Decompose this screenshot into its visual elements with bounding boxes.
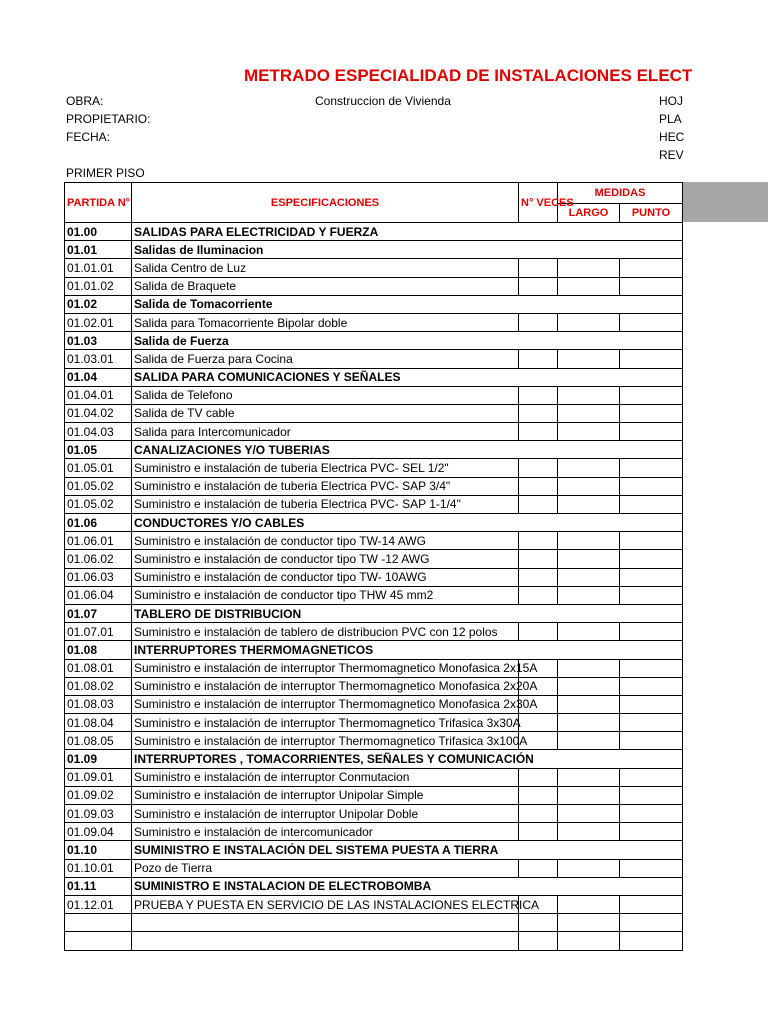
partida-cell: 01.06 bbox=[65, 514, 132, 532]
partida-cell: 01.00 bbox=[65, 223, 132, 241]
table-row bbox=[65, 914, 683, 932]
n-veces-cell[interactable] bbox=[519, 277, 558, 295]
largo-cell[interactable] bbox=[558, 659, 620, 677]
especificacion-cell: Suministro e instalación de conductor tipo TW -12 AWG bbox=[132, 550, 519, 568]
punto-cell[interactable] bbox=[620, 586, 683, 604]
especificacion-cell: Salida para Intercomunicador bbox=[132, 423, 519, 441]
partida-cell: 01.02.01 bbox=[65, 313, 132, 331]
table-row bbox=[65, 805, 683, 823]
largo-cell[interactable] bbox=[558, 823, 620, 841]
n-veces-cell[interactable] bbox=[519, 623, 558, 641]
especificacion-cell: PRUEBA Y PUESTA EN SERVICIO DE LAS INSTALACIONES ELECTRICA bbox=[132, 895, 519, 913]
punto-cell[interactable] bbox=[620, 805, 683, 823]
largo-cell[interactable] bbox=[558, 786, 620, 804]
especificacion-cell: Salida de TV cable bbox=[132, 404, 519, 422]
partida-cell: 01.03 bbox=[65, 332, 132, 350]
partida-cell: 01.05.02 bbox=[65, 477, 132, 495]
table-row bbox=[65, 495, 683, 513]
partida-cell: 01.06.01 bbox=[65, 532, 132, 550]
largo-cell[interactable] bbox=[558, 732, 620, 750]
punto-cell[interactable] bbox=[620, 568, 683, 586]
table-row bbox=[65, 768, 683, 786]
especificacion-cell: SALIDAS PARA ELECTRICIDAD Y FUERZA bbox=[132, 223, 683, 241]
partida-cell bbox=[65, 914, 132, 932]
table-row bbox=[65, 441, 683, 459]
especificacion-cell: Salida de Telefono bbox=[132, 386, 519, 404]
partida-cell: 01.01.02 bbox=[65, 277, 132, 295]
especificacion-cell: Suministro e instalación de tuberia Electrica PVC- SAP 1-1/4" bbox=[132, 495, 519, 513]
partida-cell: 01.01 bbox=[65, 241, 132, 259]
partida-cell: 01.05.02 bbox=[65, 495, 132, 513]
especificacion-cell: CANALIZACIONES Y/O TUBERIAS bbox=[132, 441, 683, 459]
table-row bbox=[65, 586, 683, 604]
largo-cell[interactable] bbox=[558, 350, 620, 368]
table-row bbox=[65, 859, 683, 877]
punto-cell[interactable] bbox=[620, 495, 683, 513]
hoja-label: HOJ bbox=[659, 94, 683, 108]
n-veces-cell[interactable] bbox=[519, 532, 558, 550]
n-veces-cell[interactable] bbox=[519, 495, 558, 513]
table-row bbox=[65, 604, 683, 622]
especificacion-cell: Salida de Braquete bbox=[132, 277, 519, 295]
propietario-label: PROPIETARIO: bbox=[66, 112, 151, 126]
partida-cell: 01.08.03 bbox=[65, 695, 132, 713]
n-veces-cell[interactable] bbox=[519, 568, 558, 586]
partida-cell: 01.10.01 bbox=[65, 859, 132, 877]
table-row bbox=[65, 459, 683, 477]
table-row bbox=[65, 550, 683, 568]
punto-cell[interactable] bbox=[620, 895, 683, 913]
table-row bbox=[65, 750, 683, 768]
largo-cell[interactable] bbox=[558, 677, 620, 695]
largo-cell[interactable] bbox=[558, 859, 620, 877]
n-veces-cell[interactable] bbox=[519, 404, 558, 422]
especificacion-cell: Suministro e instalación de tuberia Electrica PVC- SEL 1/2" bbox=[132, 459, 519, 477]
n-veces-cell[interactable] bbox=[519, 768, 558, 786]
metrado-table bbox=[64, 182, 683, 951]
punto-cell[interactable] bbox=[620, 695, 683, 713]
especificacion-cell: Suministro e instalación de interruptor Thermomagnetico Trifasica 3x30A bbox=[132, 714, 519, 732]
table-row bbox=[65, 477, 683, 495]
table-row bbox=[65, 786, 683, 804]
punto-cell[interactable] bbox=[620, 659, 683, 677]
table-row bbox=[65, 641, 683, 659]
punto-cell[interactable] bbox=[620, 914, 683, 932]
largo-cell[interactable] bbox=[558, 695, 620, 713]
n-veces-cell[interactable] bbox=[519, 550, 558, 568]
especificacion-cell bbox=[132, 914, 519, 932]
largo-cell[interactable] bbox=[558, 932, 620, 950]
n-veces-cell[interactable] bbox=[519, 423, 558, 441]
largo-cell[interactable] bbox=[558, 914, 620, 932]
table-row bbox=[65, 295, 683, 313]
especificacion-cell: Suministro e instalación de interruptor Conmutacion bbox=[132, 768, 519, 786]
punto-cell[interactable] bbox=[620, 550, 683, 568]
n-veces-cell[interactable] bbox=[519, 313, 558, 331]
especificacion-cell: Salida de Tomacorriente bbox=[132, 295, 683, 313]
section-label: PRIMER PISO bbox=[66, 166, 145, 180]
punto-cell[interactable] bbox=[620, 677, 683, 695]
header-gray-fill bbox=[682, 182, 768, 222]
n-veces-cell[interactable] bbox=[519, 259, 558, 277]
header-partida: PARTIDA N° bbox=[65, 183, 132, 223]
largo-cell[interactable] bbox=[558, 259, 620, 277]
fecha-label: FECHA: bbox=[66, 130, 111, 144]
punto-cell[interactable] bbox=[620, 459, 683, 477]
especificacion-cell: INTERRUPTORES THERMOMAGNETICOS bbox=[132, 641, 683, 659]
partida-cell: 01.09.03 bbox=[65, 805, 132, 823]
largo-cell[interactable] bbox=[558, 313, 620, 331]
n-veces-cell[interactable] bbox=[519, 786, 558, 804]
largo-cell[interactable] bbox=[558, 805, 620, 823]
especificacion-cell: Salida de Fuerza bbox=[132, 332, 683, 350]
partida-cell: 01.08 bbox=[65, 641, 132, 659]
largo-cell[interactable] bbox=[558, 623, 620, 641]
header-especificaciones: ESPECIFICACIONES bbox=[132, 183, 519, 223]
largo-cell[interactable] bbox=[558, 459, 620, 477]
largo-cell[interactable] bbox=[558, 568, 620, 586]
largo-cell[interactable] bbox=[558, 586, 620, 604]
punto-cell[interactable] bbox=[620, 350, 683, 368]
revisado-label: REV bbox=[659, 148, 684, 162]
punto-cell[interactable] bbox=[620, 623, 683, 641]
punto-cell[interactable] bbox=[620, 313, 683, 331]
especificacion-cell: TABLERO DE DISTRIBUCION bbox=[132, 604, 683, 622]
partida-cell: 01.04.01 bbox=[65, 386, 132, 404]
partida-cell: 01.07.01 bbox=[65, 623, 132, 641]
plano-label: PLA bbox=[659, 112, 682, 126]
table-row bbox=[65, 277, 683, 295]
punto-cell[interactable] bbox=[620, 859, 683, 877]
especificacion-cell: Suministro e instalación de intercomunicador bbox=[132, 823, 519, 841]
table-row bbox=[65, 659, 683, 677]
largo-cell[interactable] bbox=[558, 277, 620, 295]
partida-cell: 01.06.03 bbox=[65, 568, 132, 586]
partida-cell: 01.02 bbox=[65, 295, 132, 313]
especificacion-cell: INTERRUPTORES , TOMACORRIENTES, SEÑALES Y COMUNICACIÓN bbox=[132, 750, 683, 768]
n-veces-cell[interactable] bbox=[519, 350, 558, 368]
punto-cell[interactable] bbox=[620, 259, 683, 277]
table-row bbox=[65, 241, 683, 259]
especificacion-cell: Salida para Tomacorriente Bipolar doble bbox=[132, 313, 519, 331]
especificacion-cell: Suministro e instalación de tuberia Electrica PVC- SAP 3/4" bbox=[132, 477, 519, 495]
header-n-veces: N° VECES bbox=[519, 183, 558, 223]
partida-cell: 01.12.01 bbox=[65, 895, 132, 913]
n-veces-cell[interactable] bbox=[519, 805, 558, 823]
partida-cell: 01.06.04 bbox=[65, 586, 132, 604]
n-veces-cell[interactable] bbox=[519, 914, 558, 932]
especificacion-cell bbox=[132, 932, 519, 950]
n-veces-cell[interactable] bbox=[519, 386, 558, 404]
largo-cell[interactable] bbox=[558, 495, 620, 513]
table-row bbox=[65, 714, 683, 732]
table-row bbox=[65, 623, 683, 641]
largo-cell[interactable] bbox=[558, 532, 620, 550]
especificacion-cell: SUMINISTRO E INSTALACION DE ELECTROBOMBA bbox=[132, 877, 683, 895]
table-row bbox=[65, 695, 683, 713]
especificacion-cell: Salida de Fuerza para Cocina bbox=[132, 350, 519, 368]
partida-cell: 01.04.03 bbox=[65, 423, 132, 441]
punto-cell[interactable] bbox=[620, 714, 683, 732]
table-row bbox=[65, 386, 683, 404]
largo-cell[interactable] bbox=[558, 768, 620, 786]
n-veces-cell[interactable] bbox=[519, 932, 558, 950]
largo-cell[interactable] bbox=[558, 423, 620, 441]
partida-cell: 01.08.05 bbox=[65, 732, 132, 750]
punto-cell[interactable] bbox=[620, 423, 683, 441]
table-row bbox=[65, 514, 683, 532]
header-medidas: MEDIDAS bbox=[558, 183, 683, 204]
punto-cell[interactable] bbox=[620, 277, 683, 295]
partida-cell: 01.09.01 bbox=[65, 768, 132, 786]
table-row bbox=[65, 823, 683, 841]
partida-cell: 01.04 bbox=[65, 368, 132, 386]
punto-cell[interactable] bbox=[620, 823, 683, 841]
especificacion-cell: CONDUCTORES Y/O CABLES bbox=[132, 514, 683, 532]
partida-cell: 01.04.02 bbox=[65, 404, 132, 422]
partida-cell: 01.11 bbox=[65, 877, 132, 895]
especificacion-cell: SUMINISTRO E INSTALACIÓN DEL SISTEMA PUESTA A TIERRA bbox=[132, 841, 683, 859]
largo-cell[interactable] bbox=[558, 404, 620, 422]
table-row bbox=[65, 677, 683, 695]
punto-cell[interactable] bbox=[620, 732, 683, 750]
largo-cell[interactable] bbox=[558, 550, 620, 568]
header-largo: LARGO bbox=[558, 204, 620, 223]
especificacion-cell: Suministro e instalación de conductor tipo TW- 10AWG bbox=[132, 568, 519, 586]
table-row bbox=[65, 368, 683, 386]
especificacion-cell: Suministro e instalación de interruptor Thermomagnetico Monofasica 2x15A bbox=[132, 659, 519, 677]
especificacion-cell: Suministro e instalación de interruptor Unipolar Doble bbox=[132, 805, 519, 823]
table-row bbox=[65, 877, 683, 895]
especificacion-cell: Suministro e instalación de interruptor Thermomagnetico Trifasica 3x100A bbox=[132, 732, 519, 750]
n-veces-cell[interactable] bbox=[519, 823, 558, 841]
partida-cell: 01.05 bbox=[65, 441, 132, 459]
partida-cell: 01.08.01 bbox=[65, 659, 132, 677]
partida-cell bbox=[65, 932, 132, 950]
n-veces-cell[interactable] bbox=[519, 459, 558, 477]
partida-cell: 01.09.04 bbox=[65, 823, 132, 841]
table-row bbox=[65, 404, 683, 422]
n-veces-cell[interactable] bbox=[519, 714, 558, 732]
partida-cell: 01.08.02 bbox=[65, 677, 132, 695]
table-row bbox=[65, 895, 683, 913]
partida-cell: 01.09 bbox=[65, 750, 132, 768]
partida-cell: 01.09.02 bbox=[65, 786, 132, 804]
partida-cell: 01.10 bbox=[65, 841, 132, 859]
punto-cell[interactable] bbox=[620, 786, 683, 804]
punto-cell[interactable] bbox=[620, 532, 683, 550]
obra-label: OBRA: bbox=[66, 94, 104, 108]
table-row bbox=[65, 732, 683, 750]
punto-cell[interactable] bbox=[620, 768, 683, 786]
n-veces-cell[interactable] bbox=[519, 586, 558, 604]
n-veces-cell[interactable] bbox=[519, 477, 558, 495]
especificacion-cell: Salidas de Iluminacion bbox=[132, 241, 683, 259]
table-row bbox=[65, 313, 683, 331]
table-row bbox=[65, 423, 683, 441]
punto-cell[interactable] bbox=[620, 477, 683, 495]
largo-cell[interactable] bbox=[558, 714, 620, 732]
especificacion-cell: Suministro e instalación de conductor tipo TW-14 AWG bbox=[132, 532, 519, 550]
header-punto: PUNTO bbox=[620, 204, 683, 223]
partida-cell: 01.08.04 bbox=[65, 714, 132, 732]
table-row bbox=[65, 932, 683, 950]
partida-cell: 01.01.01 bbox=[65, 259, 132, 277]
partida-cell: 01.05.01 bbox=[65, 459, 132, 477]
especificacion-cell: Suministro e instalación de interruptor Thermomagnetico Monofasica 2x30A bbox=[132, 695, 519, 713]
especificacion-cell: Suministro e instalación de tablero de distribucion PVC con 12 polos bbox=[132, 623, 519, 641]
table-row bbox=[65, 350, 683, 368]
n-veces-cell[interactable] bbox=[519, 859, 558, 877]
especificacion-cell: Pozo de Tierra bbox=[132, 859, 519, 877]
table-row bbox=[65, 841, 683, 859]
table-row bbox=[65, 223, 683, 241]
page-title: METRADO ESPECIALIDAD DE INSTALACIONES ELECT bbox=[244, 66, 693, 85]
hecho-label: HEC bbox=[659, 130, 685, 144]
partida-cell: 01.06.02 bbox=[65, 550, 132, 568]
largo-cell[interactable] bbox=[558, 895, 620, 913]
largo-cell[interactable] bbox=[558, 386, 620, 404]
punto-cell[interactable] bbox=[620, 932, 683, 950]
obra-value: Construccion de Vivienda bbox=[315, 94, 451, 108]
largo-cell[interactable] bbox=[558, 477, 620, 495]
especificacion-cell: Salida Centro de Luz bbox=[132, 259, 519, 277]
table-row bbox=[65, 532, 683, 550]
punto-cell[interactable] bbox=[620, 386, 683, 404]
partida-cell: 01.07 bbox=[65, 604, 132, 622]
especificacion-cell: SALIDA PARA COMUNICACIONES Y SEÑALES bbox=[132, 368, 683, 386]
table-row bbox=[65, 568, 683, 586]
punto-cell[interactable] bbox=[620, 404, 683, 422]
especificacion-cell: Suministro e instalación de conductor tipo THW 45 mm2 bbox=[132, 586, 519, 604]
partida-cell: 01.03.01 bbox=[65, 350, 132, 368]
especificacion-cell: Suministro e instalación de interruptor Unipolar Simple bbox=[132, 786, 519, 804]
especificacion-cell: Suministro e instalación de interruptor Thermomagnetico Monofasica 2x20A bbox=[132, 677, 519, 695]
table-row bbox=[65, 259, 683, 277]
table-row bbox=[65, 332, 683, 350]
